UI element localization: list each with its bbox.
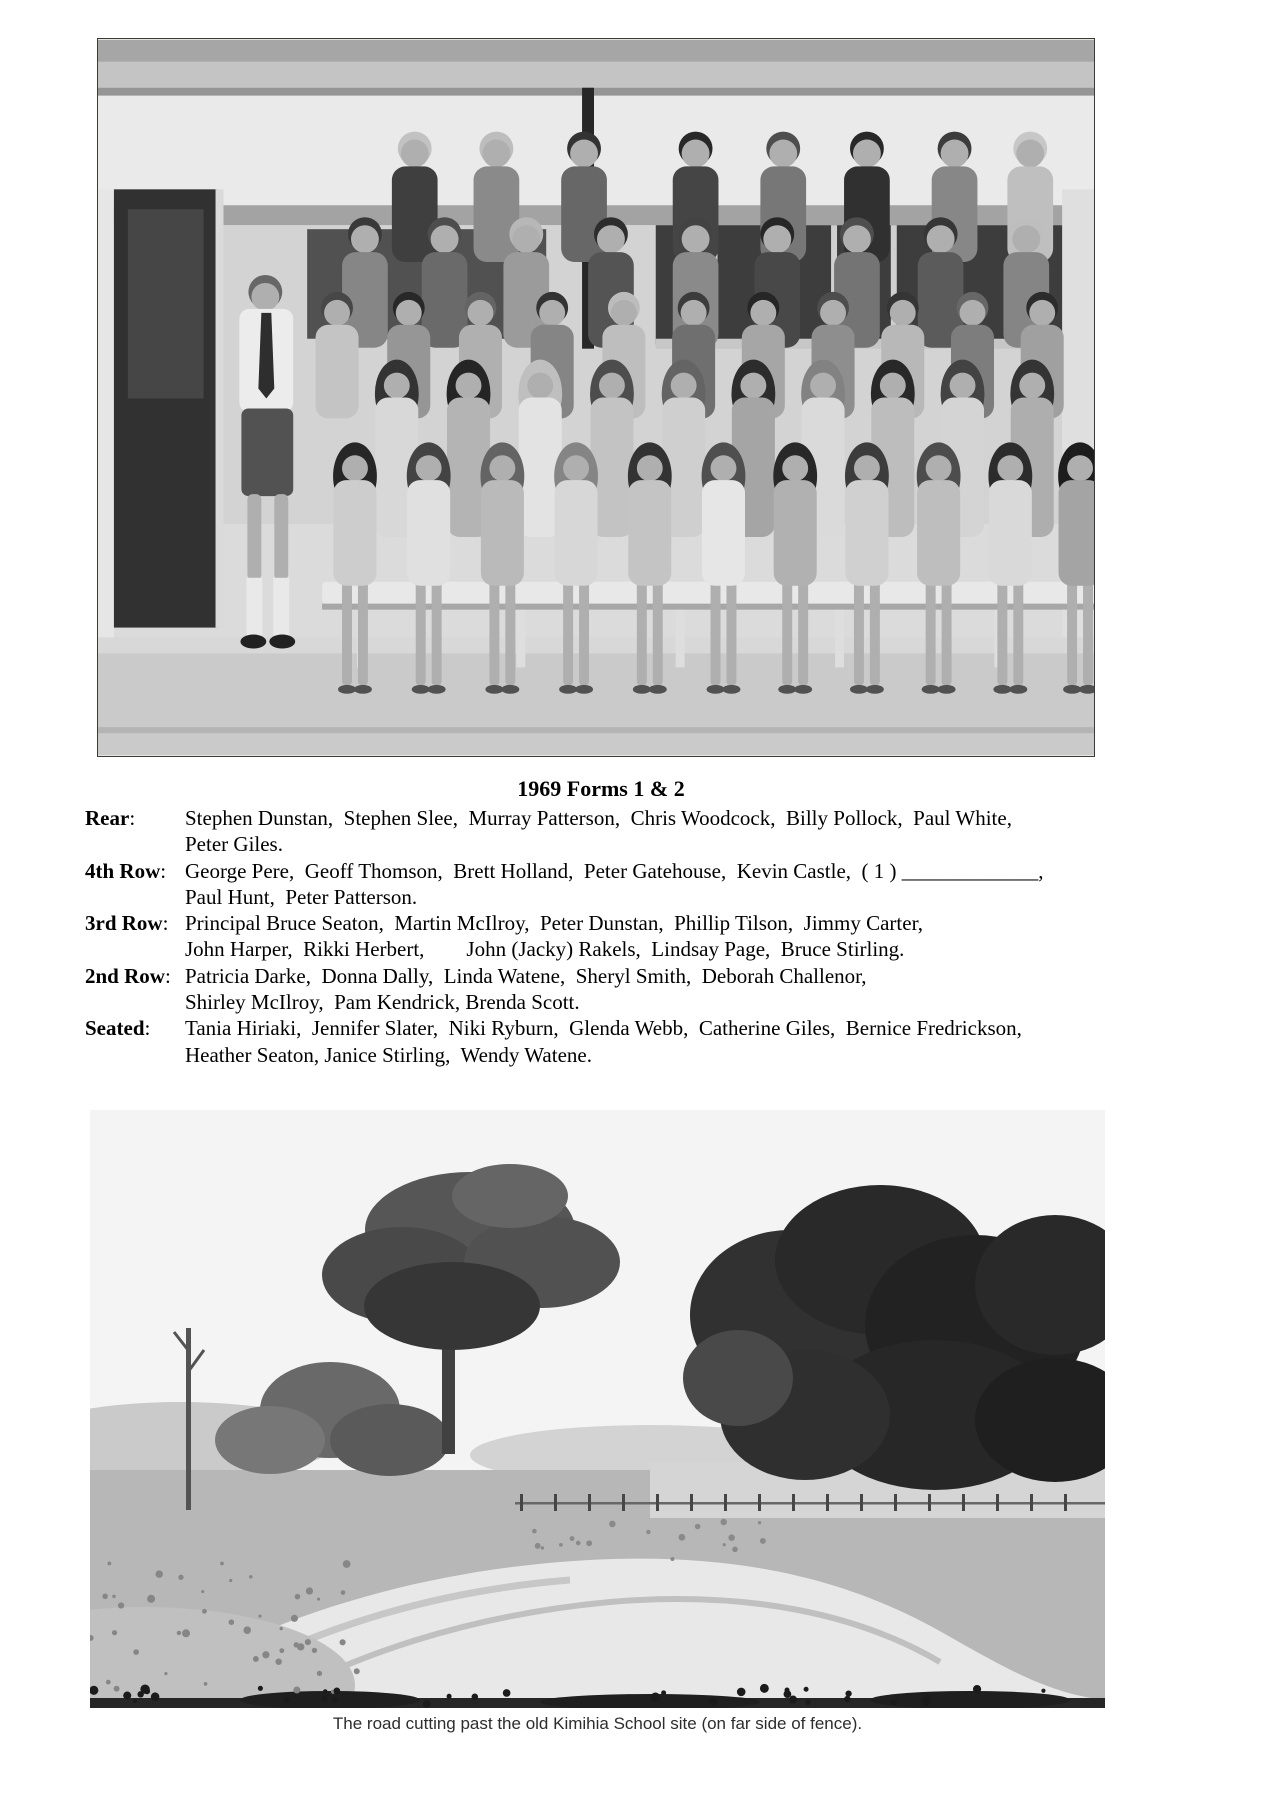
caption-row-2nd bbox=[85, 963, 1117, 1016]
row-names: Tania Hiriaki, Jennifer Slater, Niki Ryburn, Glenda Webb, Catherine Giles, Bernice Fredrickson, Heather Seaton, Janice Stirling, Wendy Watene. bbox=[185, 1016, 1022, 1067]
page-title: 1969 Forms 1 & 2 bbox=[517, 776, 685, 801]
row-label: Seated: bbox=[85, 1016, 151, 1041]
row-names: Stephen Dunstan, Stephen Slee, Murray Patterson, Chris Woodcock, Billy Pollock, Paul White, Peter Giles. bbox=[185, 806, 1012, 857]
caption-row-rear bbox=[85, 805, 1117, 858]
row-label: Rear: bbox=[85, 806, 136, 830]
class-photo-image bbox=[98, 39, 1094, 756]
caption-row-seated bbox=[85, 1015, 1117, 1068]
caption-row-4th bbox=[85, 858, 1117, 911]
class-photo-caption bbox=[85, 776, 1117, 1068]
caption-row-3rd bbox=[85, 910, 1117, 963]
road-photo-image bbox=[90, 1110, 1105, 1708]
row-label: 2nd Row: bbox=[85, 963, 171, 988]
row-label: 3rd Row: bbox=[85, 911, 169, 936]
row-names: Principal Bruce Seaton, Martin McIlroy, Peter Dunstan, Phillip Tilson, Jimmy Carter, John Harper, Rikki Herbert, John (Jacky) Rakels, Lindsay Page, Bruce Stirling. bbox=[185, 911, 923, 962]
row-names: George Pere, Geoff Thomson, Brett Holland, Peter Gatehouse, Kevin Castle, ( 1 ) _____________, Paul Hunt, Peter Patterson. bbox=[185, 858, 1044, 909]
road-photo-caption: The road cutting past the old Kimihia School site (on far side of fence). bbox=[332, 1714, 863, 1733]
class-photo-1969 bbox=[97, 38, 1095, 757]
row-names: Patricia Darke, Donna Dally, Linda Watene, Sheryl Smith, Deborah Challenor, Shirley McIlroy, Pam Kendrick, Brenda Scott. bbox=[185, 963, 867, 1015]
row-label: 4th Row: bbox=[85, 858, 167, 883]
road-photo bbox=[90, 1110, 1105, 1708]
